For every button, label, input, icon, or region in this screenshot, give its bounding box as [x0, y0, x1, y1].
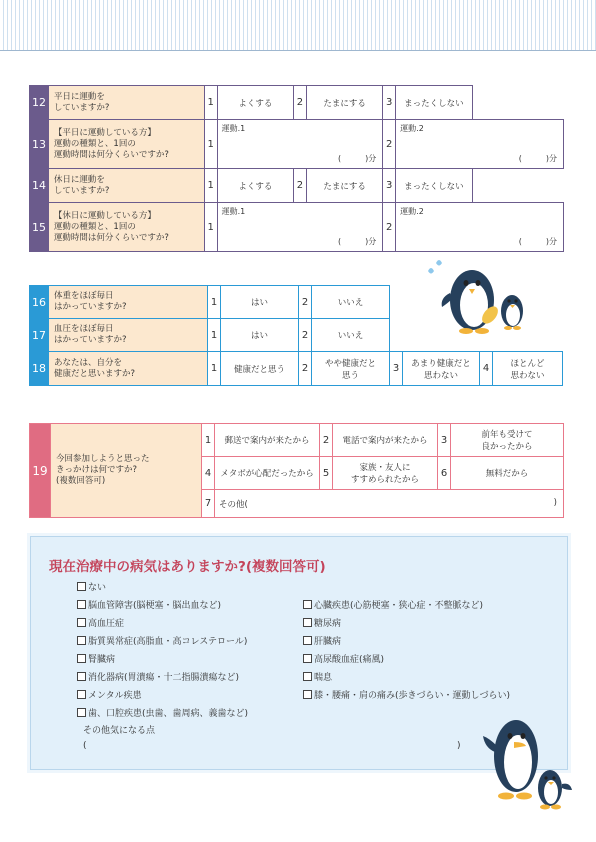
question-number: 14	[30, 169, 49, 203]
question-number: 17	[30, 319, 49, 352]
option-number: 1	[208, 319, 221, 352]
option-number: 5	[320, 457, 333, 490]
question-text: 血圧をほぼ毎日 はかっていますか?	[49, 319, 208, 352]
question-number: 19	[30, 424, 51, 518]
header-divider	[0, 50, 596, 51]
option-no[interactable]: いいえ	[312, 286, 390, 319]
option-other-field[interactable]: その他( )	[215, 490, 564, 518]
question-number: 15	[30, 203, 49, 252]
header-stripes	[0, 0, 596, 50]
checkbox-icon	[77, 708, 86, 717]
checkbox-icon	[77, 690, 86, 699]
exercise-2-field[interactable]: 運動.2 ( )分	[396, 203, 564, 252]
big-penguin-icon	[442, 270, 501, 334]
option-number: 3	[438, 424, 451, 457]
checkbox-gout[interactable]: 高尿酸血症(痛風)	[303, 652, 384, 665]
checkbox-icon	[77, 600, 86, 609]
participation-question	[29, 423, 564, 518]
option-number: 2	[299, 319, 312, 352]
option-yes[interactable]: はい	[221, 286, 299, 319]
option-number: 3	[383, 169, 396, 203]
question-row-13	[30, 120, 564, 169]
exercise-1-field[interactable]: 運動.1 ( )分	[217, 203, 383, 252]
exercise-1-field[interactable]: 運動.1 ( )分	[217, 120, 383, 169]
section-title: 現在治療中の病気はありますか?(複数回答可)	[49, 559, 326, 575]
option-never[interactable]: まったくしない	[396, 169, 472, 203]
checkbox-icon	[303, 654, 312, 663]
big-penguin-icon	[483, 720, 538, 800]
penguin-illustration	[414, 255, 534, 340]
question-text: あなたは、自分を 健康だと思いますか?	[49, 352, 208, 386]
checkbox-digestive[interactable]: 消化器病(胃潰瘍・十二指腸潰瘍など)	[77, 670, 239, 683]
option-often[interactable]: よくする	[217, 169, 293, 203]
penguin-pair-illustration	[478, 708, 574, 818]
checkbox-icon	[303, 672, 312, 681]
option-healthy[interactable]: 健康だと思う	[221, 352, 299, 386]
option-number: 1	[208, 286, 221, 319]
checkbox-asthma[interactable]: 喘息	[303, 670, 332, 683]
option-free[interactable]: 無料だから	[451, 457, 564, 490]
option-no[interactable]: いいえ	[312, 319, 390, 352]
question-row-15	[30, 203, 564, 252]
checkbox-icon	[77, 582, 86, 591]
option-number: 1	[204, 203, 217, 252]
checkbox-dyslipidemia[interactable]: 脂質異常症(高脂血・高コレステロール)	[77, 634, 247, 647]
question-number: 18	[30, 352, 49, 386]
option-number: 3	[383, 86, 396, 120]
option-somewhat-healthy[interactable]: やや健康だと 思う	[312, 352, 390, 386]
checkbox-icon	[303, 636, 312, 645]
checkbox-icon	[303, 600, 312, 609]
option-number: 1	[202, 424, 215, 457]
other-concerns-open[interactable]: (	[83, 741, 87, 751]
question-text: 平日に運動を していますか?	[48, 86, 204, 120]
exercise-2-field[interactable]: 運動.2 ( )分	[396, 120, 564, 169]
option-recommended[interactable]: 家族・友人に すすめられたから	[333, 457, 438, 490]
option-often[interactable]: よくする	[217, 86, 293, 120]
option-sometimes[interactable]: たまにする	[306, 86, 382, 120]
option-number: 1	[204, 169, 217, 203]
other-concerns-close[interactable]: )	[457, 741, 461, 751]
option-number: 1	[208, 352, 221, 386]
option-yes[interactable]: はい	[221, 319, 299, 352]
option-never[interactable]: まったくしない	[396, 86, 472, 120]
option-number: 2	[320, 424, 333, 457]
checkbox-icon	[77, 654, 86, 663]
option-not-healthy[interactable]: ほとんど 思わない	[493, 352, 563, 386]
option-number: 2	[383, 203, 396, 252]
option-good-last-year[interactable]: 前年も受けて 良かったから	[451, 424, 564, 457]
option-not-very-healthy[interactable]: あまり健康だと 思わない	[403, 352, 480, 386]
question-number: 16	[30, 286, 49, 319]
option-number: 3	[390, 352, 403, 386]
question-text: 体重をほぼ毎日 はかっていますか?	[49, 286, 208, 319]
option-number: 6	[438, 457, 451, 490]
small-penguin-icon	[501, 295, 523, 330]
question-text: 【平日に運動している方】 運動の種類と、1回の 運動時間は何分くらいですか?	[48, 120, 204, 169]
checkbox-cerebrovascular[interactable]: 脳血管障害(脳梗塞・脳出血など)	[77, 598, 221, 611]
checkbox-joint-pain[interactable]: 膝・腰痛・肩の痛み(歩きづらい・運動しづらい)	[303, 688, 510, 701]
question-text: 休日に運動を していますか?	[48, 169, 204, 203]
option-number: 2	[294, 169, 307, 203]
checkbox-kidney[interactable]: 腎臓病	[77, 652, 115, 665]
question-row-14	[30, 169, 564, 203]
option-number: 2	[299, 286, 312, 319]
small-penguin-icon	[538, 770, 572, 810]
option-number: 2	[383, 120, 396, 169]
option-number: 4	[480, 352, 493, 386]
checkbox-heart[interactable]: 心臓疾患(心筋梗塞・狭心症・不整脈など)	[303, 598, 483, 611]
checkbox-hypertension[interactable]: 高血圧症	[77, 616, 124, 629]
checkbox-diabetes[interactable]: 糖尿病	[303, 616, 341, 629]
option-phone-notice[interactable]: 電話で案内が来たから	[333, 424, 438, 457]
checkbox-mental[interactable]: メンタル疾患	[77, 688, 142, 701]
option-number: 4	[202, 457, 215, 490]
checkbox-icon	[303, 690, 312, 699]
checkbox-dental[interactable]: 歯、口腔疾患(虫歯、歯周病、義歯など)	[77, 706, 248, 719]
question-number: 12	[30, 86, 49, 120]
other-concerns-label: その他気になる点	[83, 726, 156, 736]
option-number: 2	[294, 86, 307, 120]
option-mail-notice[interactable]: 郵送で案内が来たから	[215, 424, 320, 457]
question-number: 13	[30, 120, 49, 169]
checkbox-icon	[77, 618, 86, 627]
option-sometimes[interactable]: たまにする	[306, 169, 382, 203]
checkbox-icon	[303, 618, 312, 627]
checkbox-icon	[77, 636, 86, 645]
option-number: 1	[204, 86, 217, 120]
option-number: 2	[299, 352, 312, 386]
option-number: 1	[204, 120, 217, 169]
checkbox-none[interactable]: ない	[77, 580, 106, 593]
question-text: 今回参加しようと思った きっかけは何ですか? (複数回答可)	[51, 424, 202, 518]
checkbox-liver[interactable]: 肝臓病	[303, 634, 341, 647]
exercise-questions	[29, 85, 564, 252]
option-number: 7	[202, 490, 215, 518]
sweat-drops-icon	[428, 260, 442, 274]
question-row-12	[30, 86, 564, 120]
question-row-18	[30, 352, 563, 386]
question-text: 【休日に運動している方】 運動の種類と、1回の 運動時間は何分くらいですか?	[48, 203, 204, 252]
option-metabo-worry[interactable]: メタボが心配だったから	[215, 457, 320, 490]
checkbox-icon	[77, 672, 86, 681]
